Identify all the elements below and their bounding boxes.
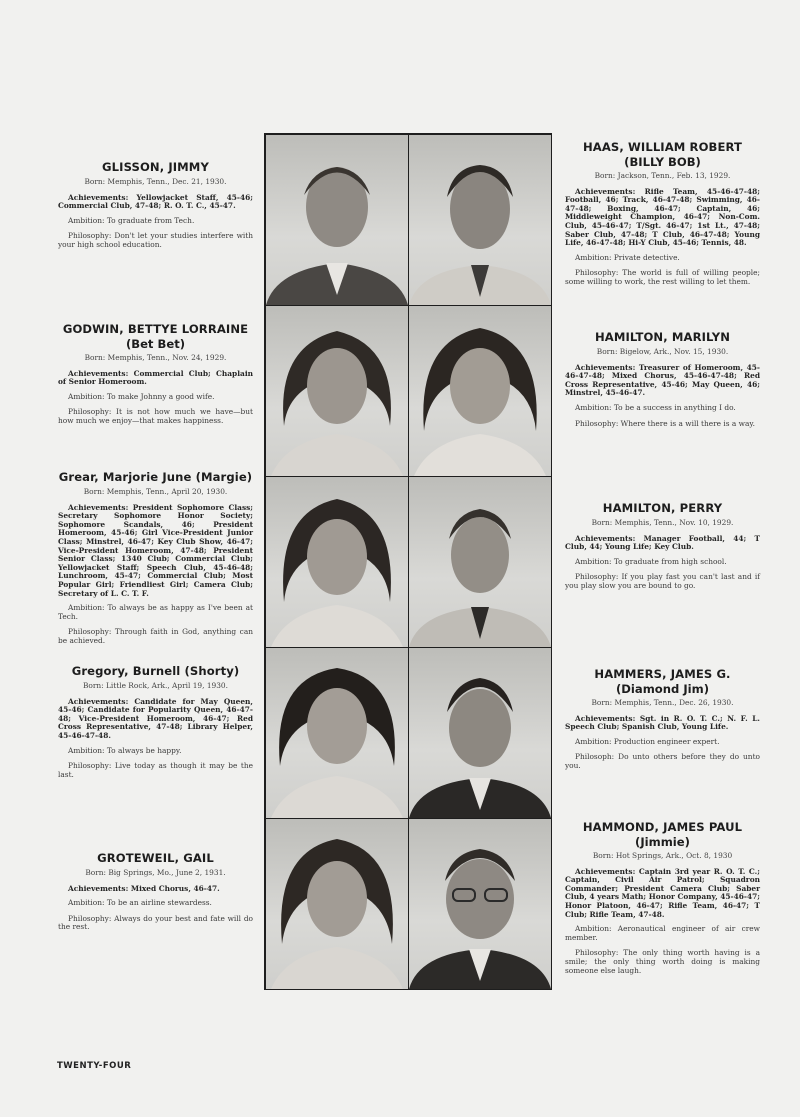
student-philosophy: Philosophy: If you play fast you can't last and if you play slow you are bound to go. (565, 572, 760, 590)
student-name: Gregory, Burnell (Shorty) (71, 664, 240, 678)
student-ambition: Ambition: Private detective. (575, 252, 680, 262)
student-ambition: Ambition: Aeronautical engineer of air crew member. (565, 924, 760, 942)
student-entry-godwin (58, 322, 253, 426)
student-ambition: Ambition: To always be happy. (68, 745, 182, 755)
student-name: GLISSON, JIMMY (102, 160, 209, 174)
portrait-photo-hamilton-marilyn (409, 306, 551, 476)
student-ambition: Ambition: To be an airline stewardess. (68, 898, 212, 908)
portrait-photo-hammers (409, 648, 551, 818)
student-achievements: Achievements: Rifle Team, 45-46-47-48; Football, 46; Track, 46-47-48; Swimming, 46-47-48; Boxing, 46-47; Captain, 46; Middleweight Champion, 46-47; Non-Com. Club, 45-46-47; T/Sgt. 46-47; 1st Lt., 47-48; Saber Club, 47-48; T Club, 46-47-48; Young Life, 46-47-48; Hi-Y Club, 45-46; Tennis, 48. (565, 186, 760, 248)
student-born: Born: Big Springs, Mo., June 2, 1931. (85, 868, 226, 877)
portrait-photo-godwin (266, 306, 408, 476)
student-born: Born: Memphis, Tenn., April 20, 1930. (83, 487, 228, 496)
student-philosophy: Philosophy: Don't let your studies interfere with your high school education. (58, 231, 253, 249)
student-achievements: Achievements: Manager Football, 44; T Club, 44; Young Life; Key Club. (565, 533, 760, 552)
portrait-grid (264, 133, 552, 990)
student-name: Grear, Marjorie June (Margie) (58, 470, 253, 484)
student-nickname: (BILLY BOB) (624, 155, 701, 169)
student-ambition: Ambition: To be a success in anything I do. (575, 402, 736, 412)
student-name: HAMMERS, JAMES G. (594, 667, 731, 681)
student-entry-haas (565, 140, 760, 287)
student-name: HAMILTON, MARILYN (594, 330, 731, 344)
student-philosophy: Philosophy: Through faith in God, anything can be achieved. (58, 627, 253, 645)
student-achievements: Achievements: President Sophomore Class; Secretary Sophomore Honor Society; Sophomore Scandals, 46; President Homeroom, 45-46; Girl Vice-President Junior Class; Minstrel, 46-47; Key Club Show, 46-47; Vice-President Homeroom, 47-48; President Senior Class; 1340 Club; Commercial Club; Yellowjacket Staff; Speech Club, 45-46-48; Lunchroom, 45-47; Commercial Club; Most Popular Girl; Friendliest Girl; Camera Club; Secretary of L. C. T. F. (58, 502, 253, 598)
student-entry-hammond (565, 820, 760, 975)
student-nickname: (Bet Bet) (125, 337, 186, 351)
student-philosophy: Philosophy: Live today as though it may be the last. (58, 761, 253, 779)
student-born: Born: Memphis, Tenn., Nov. 10, 1929. (591, 518, 734, 527)
student-entry-glisson (58, 160, 253, 250)
student-philosophy: Philosophy: The world is full of willing people; some willing to work, the rest willing to let them. (565, 268, 760, 286)
student-name: HAAS, WILLIAM ROBERT (582, 140, 743, 154)
student-entry-hamilton-marilyn (565, 330, 760, 428)
student-achievements: Achievements: Treasurer of Homeroom, 45-46-47-48; Mixed Chorus, 45-46-47-48; Red Cross Representative, 45-46; May Queen, 46; Minstrel, 45-46-47. (565, 362, 760, 398)
student-entry-gregory (58, 664, 253, 779)
student-achievements: Achievements: Captain 3rd year R. O. T. C.; Captain, Civil Air Patrol; Squadron Commander; President Camera Club; Saber Club, 4 years Math; Honor Company, 45-46-47; Honor Platoon, 46-47; Rifle Team, 46-47; T Club; Rifle Team, 47-48. (565, 866, 760, 919)
student-entry-grear (58, 470, 253, 646)
student-philosophy: Philosophy: Always do your best and fate will do the rest. (58, 913, 253, 932)
student-philosophy: Philosophy: It is not how much we have—but how much we enjoy—that makes happiness. (58, 407, 253, 425)
student-ambition: Ambition: Production engineer expert. (575, 736, 720, 746)
portrait-photo-hammond (409, 819, 551, 989)
student-nickname: (Jimmie) (635, 835, 690, 849)
student-born: Born: Memphis, Tenn., Dec. 21, 1930. (84, 177, 227, 186)
portrait-photo-glisson (266, 135, 408, 305)
student-ambition: Ambition: To graduate from Tech. (68, 215, 195, 225)
student-achievements: Achievements: Mixed Chorus, 46-47. (68, 883, 220, 893)
student-entry-groteweil (58, 851, 253, 932)
student-philosophy: Philosophy: The only thing worth having is a smile; the only thing worth doing is making someone else laugh. (565, 948, 760, 975)
student-achievements: Achievements: Sgt. in R. O. T. C.; N. F. L. Speech Club; Spanish Club, Young Life. (565, 713, 760, 732)
student-ambition: Ambition: To graduate from high school. (575, 556, 727, 566)
student-entry-hammers (565, 667, 760, 771)
student-name: HAMILTON, PERRY (602, 501, 723, 515)
portrait-photo-groteweil (266, 819, 408, 989)
student-nickname: (Diamond Jim) (615, 682, 710, 696)
student-entry-hamilton-perry (565, 501, 760, 591)
portrait-photo-hamilton-perry (409, 477, 551, 647)
student-philosophy: Philosoph: Do unto others before they do unto you. (565, 752, 760, 770)
student-achievements: Achievements: Yellowjacket Staff, 45-46; Commercial Club, 47-48; R. O. T. C., 45-47. (58, 192, 253, 211)
student-born: Born: Memphis, Tenn., Nov. 24, 1929. (84, 353, 227, 362)
student-born: Born: Memphis, Tenn., Dec. 26, 1930. (591, 698, 734, 707)
student-born: Born: Hot Springs, Ark., Oct. 8, 1930 (592, 851, 733, 860)
portrait-photo-haas (409, 135, 551, 305)
student-born: Born: Little Rock, Ark., April 19, 1930. (83, 681, 228, 690)
page-number: TWENTY-FOUR (57, 1061, 132, 1071)
student-name: GODWIN, BETTYE LORRAINE (62, 322, 249, 336)
student-philosophy: Philosophy: Where there is a will there is a way. (575, 418, 755, 428)
student-achievements: Achievements: Candidate for May Queen, 45-46; Candidate for Popularity Queen, 46-47-48; Vice-President Homeroom, 46-47; Red Cross Representative, 47-48; Library Helper, 45-46-47-48. (58, 696, 253, 740)
student-born: Born: Jackson, Tenn., Feb. 13, 1929. (594, 171, 731, 180)
student-ambition: Ambition: To make Johnny a good wife. (68, 391, 215, 401)
student-ambition: Ambition: To always be as happy as I've been at Tech. (58, 603, 253, 621)
portrait-photo-grear (266, 477, 408, 647)
student-name: HAMMOND, JAMES PAUL (582, 820, 743, 834)
student-born: Born: Bigelow, Ark., Nov. 15, 1930. (596, 347, 729, 356)
portrait-photo-gregory (266, 648, 408, 818)
student-achievements: Achievements: Commercial Club; Chaplain of Senior Homeroom. (58, 368, 253, 387)
student-name: GROTEWEIL, GAIL (97, 851, 214, 865)
